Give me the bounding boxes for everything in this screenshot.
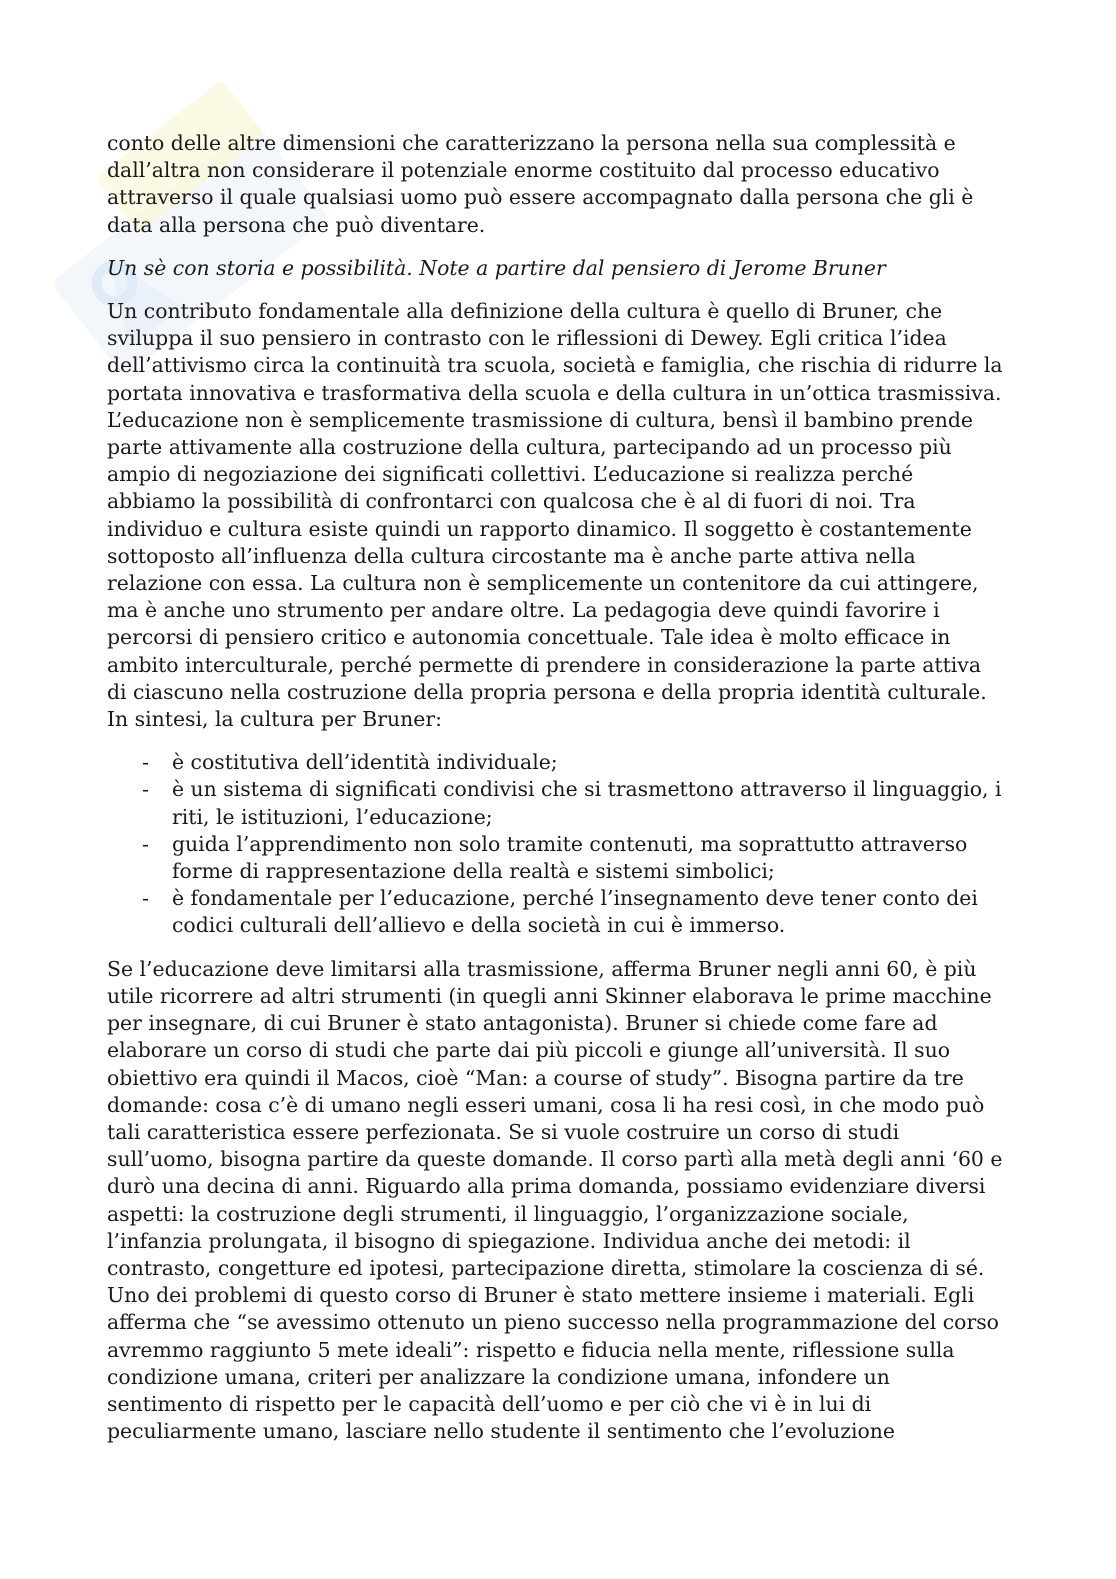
bullet-dash: - [142, 777, 149, 802]
list-item [107, 776, 1003, 830]
list-item-text: è costitutiva dell’identità individuale; [172, 750, 558, 775]
list-item-text: è un sistema di significati condivisi che si trasmettono attraverso il linguaggio, i riti, le istituzioni, l’educazione; [172, 777, 1002, 829]
paragraph-bruner-culture: Un contributo fondamentale alla definizione della cultura è quello di Bruner, che sviluppa il suo pensiero in contrasto con le riflessioni di Dewey. Egli critica l’idea dell’attivismo circa la continuità tra scuola, società e famiglia, che rischia di ridurre la portata innovativa e trasformativa della scuola e della cultura in un’ottica trasmissiva. L’educazione non è semplicemente trasmissione di cultura, bensì il bambino prende parte attivamente alla costruzione della cultura, partecipando ad un processo più ampio di negoziazione dei significati collettivi. L’educazione si realizza perché abbiamo la possibilità di confrontarci con qualcosa che è al di fuori di noi. Tra individuo e cultura esiste quindi un rapporto dinamico. Il soggetto è costantemente sottoposto all’influenza della cultura circostante ma è anche parte attiva nella relazione con essa. La cultura non è semplicemente un contenitore da cui attingere, ma è anche uno strumento per andare oltre. La pedagogia deve quindi favorire i percorsi di pensiero critico e autonomia concettuale. Tale idea è molto efficace in ambito interculturale, perché permette di prendere in considerazione la parte attiva di ciascuno nella costruzione della propria persona e della propria identità culturale. In sintesi, la cultura per Bruner: [107, 299, 1003, 732]
list-item [107, 749, 1003, 776]
list-item [107, 831, 1003, 885]
list-item-text: guida l’apprendimento non solo tramite contenuti, ma soprattutto attraverso forme di rappresentazione della realtà e sistemi simbolici; [172, 831, 968, 884]
intro-paragraph: conto delle altre dimensioni che caratterizzano la persona nella sua complessità e dall’altra non considerare il potenziale enorme costituito dal processo educativo attraverso il quale qualsiasi uomo può essere accompagnato dalla persona che gli è data alla persona che può diventare. [107, 131, 974, 237]
list-item [107, 885, 1003, 939]
bullet-dash: - [142, 831, 149, 856]
paragraph-macos-course: Se l’educazione deve limitarsi alla trasmissione, afferma Bruner negli anni 60, è più utile ricorrere ad altri strumenti (in quegli anni Skinner elaborava le prime macchine per insegnare, di cui Bruner è stato antagonista). Bruner si chiede come fare ad elaborare un corso di studi che parte dai più piccoli e giunge all’università. Il suo obiettivo era quindi il Macos, cioè “Man: a course of study”. Bisogna partire da tre domande: cosa c’è di umano negli esseri umani, cosa li ha resi così, in che modo può tali caratteristica essere perfezionata. Se si vuole costruire un corso di studi sull’uomo, bisogna partire da queste domande. Il corso partì alla metà degli anni ‘60 e durò una decina di anni. Riguardo alla prima domanda, possiamo evidenziare diversi aspetti: la costruzione degli strumenti, il linguaggio, l’organizzazione sociale, l’infanzia prolungata, il bisogno di spiegazione. Individua anche dei metodi: il contrasto, congetture ed ipotesi, partecipazione diretta, stimolare la coscienza di sé. Uno dei problemi di questo corso di Bruner è stato mettere insieme i materiali. Egli afferma che “se avessimo ottenuto un pieno successo nella programmazione del corso avremmo raggiunto 5 mete ideali”: rispetto e fiducia nella mente, riflessione sulla condizione umana, criteri per analizzare la condizione umana, infondere un sentimento di rispetto per le capacità dell’uomo e per ciò che vi è in lui di peculiarmente umano, lasciare nello studente il sentimento che l’evoluzione [107, 956, 1003, 1444]
bullet-dash: - [142, 886, 149, 911]
document-page [107, 130, 1003, 1445]
bullet-dash: - [142, 750, 149, 775]
culture-bullet-list [107, 749, 1003, 939]
section-title: Un sè con storia e possibilità. Note a partire dal pensiero di Jerome Bruner [107, 255, 886, 280]
list-item-text: è fondamentale per l’educazione, perché l’insegnamento deve tener conto dei codici culturali dell’allievo e della società in cui è immerso. [172, 886, 978, 938]
